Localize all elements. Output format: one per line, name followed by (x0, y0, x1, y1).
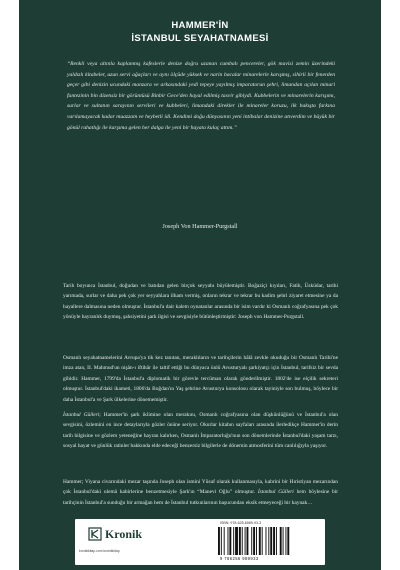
barcode-bar (224, 527, 225, 555)
publisher-logo (83, 523, 147, 545)
barcode-bar (285, 527, 286, 555)
barcode-bar (266, 527, 267, 555)
body-paragraph-4 (63, 477, 338, 508)
barcode-digits: 9 786256 989933 (220, 556, 259, 561)
barcode-bar (283, 527, 284, 555)
barcode-bar (268, 527, 269, 555)
barcode-bar (239, 527, 241, 555)
title-line-1: HAMMER'İN (171, 20, 229, 31)
barcode-bar (259, 527, 261, 555)
barcode-bar (270, 527, 272, 555)
barcode-bar (228, 527, 229, 555)
barcode-bar (251, 527, 252, 555)
kronik-logo-icon (88, 527, 102, 541)
isbn-label: ISBN: 978-625-6989-93-3 (220, 521, 262, 525)
barcode-bar (245, 527, 246, 555)
footer-panel (75, 519, 325, 565)
barcode-bar (233, 527, 234, 555)
book-title-italic: İstanbul Gülleri (63, 412, 100, 418)
body-paragraph-3 (63, 410, 338, 452)
publisher-website: kronikkitap.com kronikkitap (79, 549, 120, 553)
body-paragraph-1: Tarih boyunca İstanbul, doğudan ve batıdan gelen birçok seyyahı büyülemiştir. Boğaziçi kıyıları, Fatih, Üsküdar, tarihi yarımada, surlar ve daha pek çok yer seyyahlara ilham vermiş, onların tekrar ve tekrar bu kadim şehri ziyaret etmesine ya da hayallere dalmasına neden olmuştur. İstanbul'a dair kalem oynatanlar arasında bir isim vardır ki Osmanlı coğrafyasına pek çok yönüyle hayranlık duymuş, şahsiyetini şark ilgisi ve sevgisiyle bütünleştirmiştir: Joseph von Hammer-Purgstall. (63, 283, 338, 321)
quote-author: Joseph Von Hammer-Purgstall (162, 223, 238, 230)
barcode-bar (280, 527, 282, 555)
barcode-bar (218, 527, 220, 555)
barcode-bar (273, 527, 275, 555)
body-paragraph-4-text-a: Hammer; Viyana civarındaki mezar taşında Joseph olan ismini Yûsuf olarak kullanmasıyla, kabrini bir Hıristiyan mezarından çok İstanbul'daki ulemâ kabirlerine benzetmesiyle Şark'ın “Manevi Oğlu” olmuştur. (63, 479, 338, 496)
barcode-bar (221, 527, 222, 555)
quote-text: “Renkli veya altınla kaplanmış kafeslerle denize doğru uzanan cumbalı pencereler, gök mavisi zemin üzerindeki yaldızlı kitabeler, uzun servi ağaçları ve aynı ölçüde yüksek ve narin bacalar minarelerle karışmış, sihirli bir fenerden geçer gibi denizin ucundaki manzara ve arkasındaki yedi tepeye yayılmış imparatorun şehri, limandan açılan minari fantezinin bin dizensiz bir görüntüsü Binbir Gece'den hayal edilmiş tasvir gibiydi. Kubbelerin ve minarelerin karışımı, surlar ve sultanın sarayının servileri ve kubbeleri, limandaki direkler ile minareler koruzu, ilk bakışta farkına varılamayacak kadar muazzam ve heybetli idi. Kendimi doğu dünyasının yeni intibalar denizine atıverdim ve büyük bir gönül rahatlığı ile karşıma gelen her dalga ile yeni bir hayata kulaç attım.” (67, 61, 335, 131)
barcode-bar (247, 527, 249, 555)
barcode-bar (242, 527, 243, 555)
title-line-2: İSTANBUL SEYAHATNAMESİ (131, 33, 269, 44)
barcode-bar (287, 527, 289, 555)
barcode-bar (256, 527, 257, 555)
book-title-italic-2: İstanbul Gülleri (257, 489, 294, 496)
barcode-bar (262, 527, 263, 555)
barcode-bar (229, 527, 231, 555)
barcode-bar (235, 527, 238, 555)
body-paragraph-4-text-b: hem böylesine bir tarihçinin İstanbul'a sunduğu bir armağan hem de İstanbul tutkunlarının başucundan eksik etmeyeceği bir kaynak… (63, 489, 338, 506)
barcode-bar (276, 527, 277, 555)
body-paragraph-3-text: ; Hammer'in şark iklimine olan merakını, Osmanlı coğrafyasına olan düşkünlüğünü ve İstanbul'a olan sevgisini, özlemini en ince detaylarıyla gözler önüne seriyor. Okurlar kitabın sayfaları arasında ilerledikçe Hammer'in derin tarih bilgisine ve gözlem yeteneğine hayran kalırken, Osmanlı İmparatorluğu'nun son dönemlerinde İstanbul'daki yaşam tarzı, sosyal hayat ve günlük ratinler hakkında elde edeceği benzersiz bilgilerle de dönemin atmosferini tüm canlılığıyla yaşıyor. (63, 412, 338, 450)
back-cover (19, 0, 381, 570)
barcode-bar (253, 527, 255, 555)
publisher-name: Kronik (104, 526, 143, 541)
barcode-icon (218, 527, 318, 555)
body-paragraph-2: Osmanlı seyahatnamelerini Avrupa'ya tik kez tanıtan, meraklıların ve tarihçilerin hâlâ zevkle okuduğu bir Osmanlı Tarihi'ne imza atan, II. Mahmud'un nişân-ı iftihâr ile taltif ettiği bu dünyaca ünlü Avusturyalı şarkiyatçı için İstanbul, tarifsiz bir sevda gibidir. Hammer, 1799'da İstanbul'a diplomatik bir görevle tercüman olarak gönderilmiştir. 1802'de ise elçilik sekreteri olmuştur. İstanbul'daki ikameti, 1806'da Boğdan'ın Yaş şehrine Avusturya konsolosu olarak tayiniyle son bulmuş, böylece bir daha İstanbul'a ve Şark ülkelerine dönememiştir. (63, 355, 338, 403)
